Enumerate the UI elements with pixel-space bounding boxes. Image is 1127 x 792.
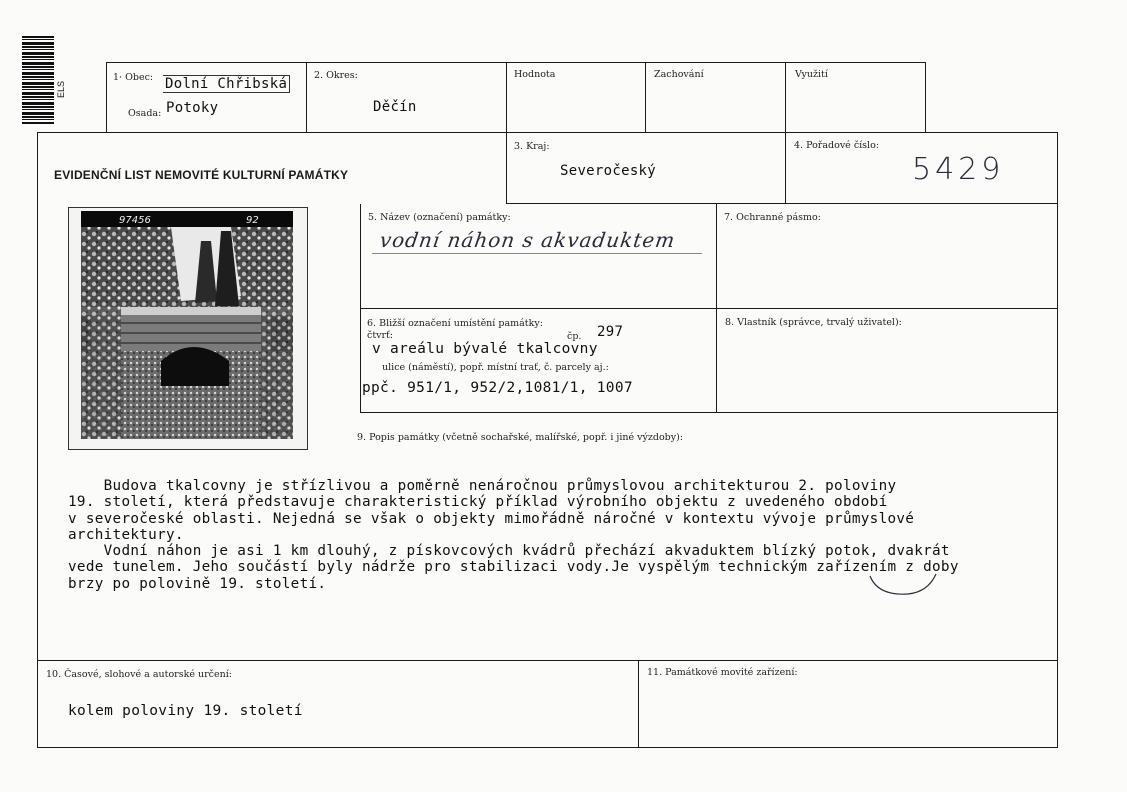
poradove-value: 5429: [912, 152, 1005, 187]
kraj-label: 3. Kraj:: [514, 141, 550, 152]
barcode-label: ELS: [56, 80, 66, 98]
okres-value: Děčín: [373, 99, 417, 115]
popis-line: v severočeské oblasti. Nejedná se však o objekty mimořádně náročné v kontextu vývoje průmyslové: [68, 510, 915, 527]
hodnota-label: Hodnota: [514, 69, 556, 80]
vyuziti-label: Využití: [795, 69, 828, 80]
osada-label: Osada:: [128, 108, 162, 119]
osada-value: Potoky: [166, 100, 219, 116]
parcely-value: ppč. 951/1, 952/2,1081/1, 1007: [362, 380, 633, 396]
popis-line: Vodní náhon je asi 1 km dlouhý, z pískovcových kvádrů přechází akvaduktem blízký potok, dvakrát: [68, 543, 950, 560]
barcode: [22, 36, 54, 124]
popis-line: Budova tkalcovny je střízlivou a poměrně nenáročnou průmyslovou architekturou 2. poloviny: [68, 478, 897, 494]
obec-value: Dolní Chřibská: [163, 75, 290, 93]
umisteni-label: 6. Bližší označení umístění památky:: [367, 318, 543, 329]
movite-label: 11. Památkové movité zařízení:: [647, 667, 798, 678]
zachovani-label: Zachování: [654, 69, 704, 80]
poradove-label: 4. Pořadové číslo:: [794, 140, 880, 151]
popis-line: vede tunelem. Jeho součástí byly nádrže pro stabilizaci vody.Je vyspělým technickým zařízením z doby: [68, 559, 959, 576]
casove-label: 10. Časové, slohové a autorské určení:: [46, 669, 232, 680]
ulice-label: ulice (náměstí), popř. místní trať, č. parcely aj.:: [382, 362, 609, 373]
obec-label: 1· Obec:: [113, 72, 154, 83]
kraj-value: Severočeský: [560, 163, 657, 179]
monument-photo: [68, 207, 308, 450]
vlastnik-label: 8. Vlastník (správce, trvalý uživatel):: [725, 317, 902, 328]
cp-value: 297: [597, 324, 624, 340]
photo-caption-left: 97456: [119, 215, 151, 226]
ctvrt-label: čtvrť:: [367, 330, 394, 341]
ochranne-label: 7. Ochranné pásmo:: [724, 212, 821, 223]
popis-line: architektury.: [68, 526, 184, 543]
area-value: v areálu bývalé tkalcovny: [372, 341, 598, 357]
form-title: EVIDENČNÍ LIST NEMOVITÉ KULTURNÍ PAMÁTKY: [54, 168, 349, 182]
casove-value: kolem poloviny 19. století: [68, 703, 303, 719]
popis-label: 9. Popis památky (včetně sochařské, malířské, popř. i jiné výzdoby):: [357, 432, 684, 443]
photo-caption-right: 92: [246, 215, 259, 226]
nazev-label: 5. Název (označení) památky:: [368, 212, 511, 223]
photo-image: [81, 211, 293, 439]
nazev-value: vodní náhon s akvaduktem: [378, 228, 677, 252]
handwritten-correction-mark: [866, 570, 946, 600]
cp-label: čp.: [567, 331, 582, 342]
okres-label: 2. Okres:: [314, 70, 358, 81]
popis-line: 19. století, která představuje charakteristický příklad výrobního objektu z uvedeného období: [68, 494, 888, 511]
popis-line: brzy po polovině 19. století.: [68, 575, 327, 592]
